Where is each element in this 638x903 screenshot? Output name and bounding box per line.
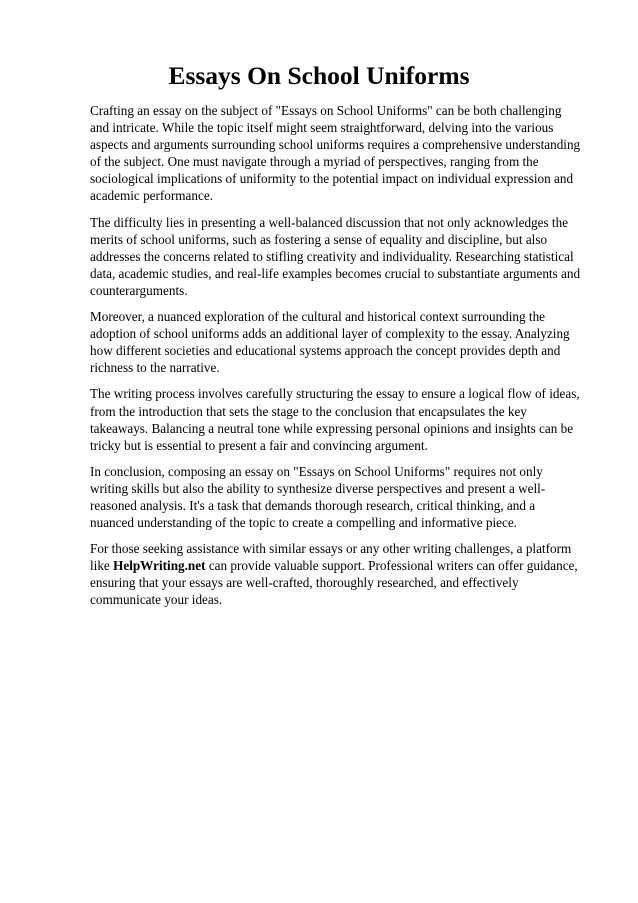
paragraph-closing [90, 540, 582, 608]
page-title: Essays On School Uniforms [168, 61, 470, 90]
paragraph-context: Moreover, a nuanced exploration of the cultural and historical context surrounding the adoption of school uniforms adds an additional layer of complexity to the essay. Analyzing how different societies and educational systems approach the concept provides depth and richness to the narrative. [90, 309, 570, 376]
document-body [90, 102, 582, 618]
paragraph-intro: Crafting an essay on the subject of "Essays on School Uniforms" can be both challenging and intricate. While the topic itself might seem straightforward, delving into the various aspects and arguments surrounding school uniforms requires a comprehensive understanding of the subject. One must navigate through a myriad of perspectives, ranging from the sociological implications of uniformity to the potential impact on individual expression and academic performance. [90, 103, 581, 204]
closing-text-before: For those seeking assistance with similar essays or any other writing challenges, a platform like [90, 541, 572, 574]
paragraph-conclusion: In conclusion, composing an essay on "Essays on School Uniforms" requires not only writing skills but also the ability to synthesize diverse perspectives and present a well-reasoned analysis. It's a task that demands thorough research, critical thinking, and a nuanced understanding of the topic to create a compelling and informative piece. [90, 463, 546, 531]
paragraph-writing-process: The writing process involves carefully structuring the essay to ensure a logical flow of ideas, from the introduction that sets the stage to the conclusion that encapsulates the key takeaways. Balancing a neutral tone while expressing personal opinions and insights can be tricky but is essential to present a fair and convincing argument. [90, 386, 580, 453]
brand-name: HelpWriting.net [113, 558, 206, 574]
paragraph-difficulty: The difficulty lies in presenting a well-balanced discussion that not only acknowledges the merits of school uniforms, such as fostering a sense of equality and discipline, but also addresses the concerns related to stifling creativity and individuality. Researching statistical data, academic studies, and real-life examples becomes crucial to substantiate arguments and counterarguments. [90, 214, 581, 298]
closing-text-after: can provide valuable support. Professional writers can offer guidance, ensuring that your essays are well-crafted, thoroughly researched, and effectively communicate your ideas. [90, 558, 578, 608]
